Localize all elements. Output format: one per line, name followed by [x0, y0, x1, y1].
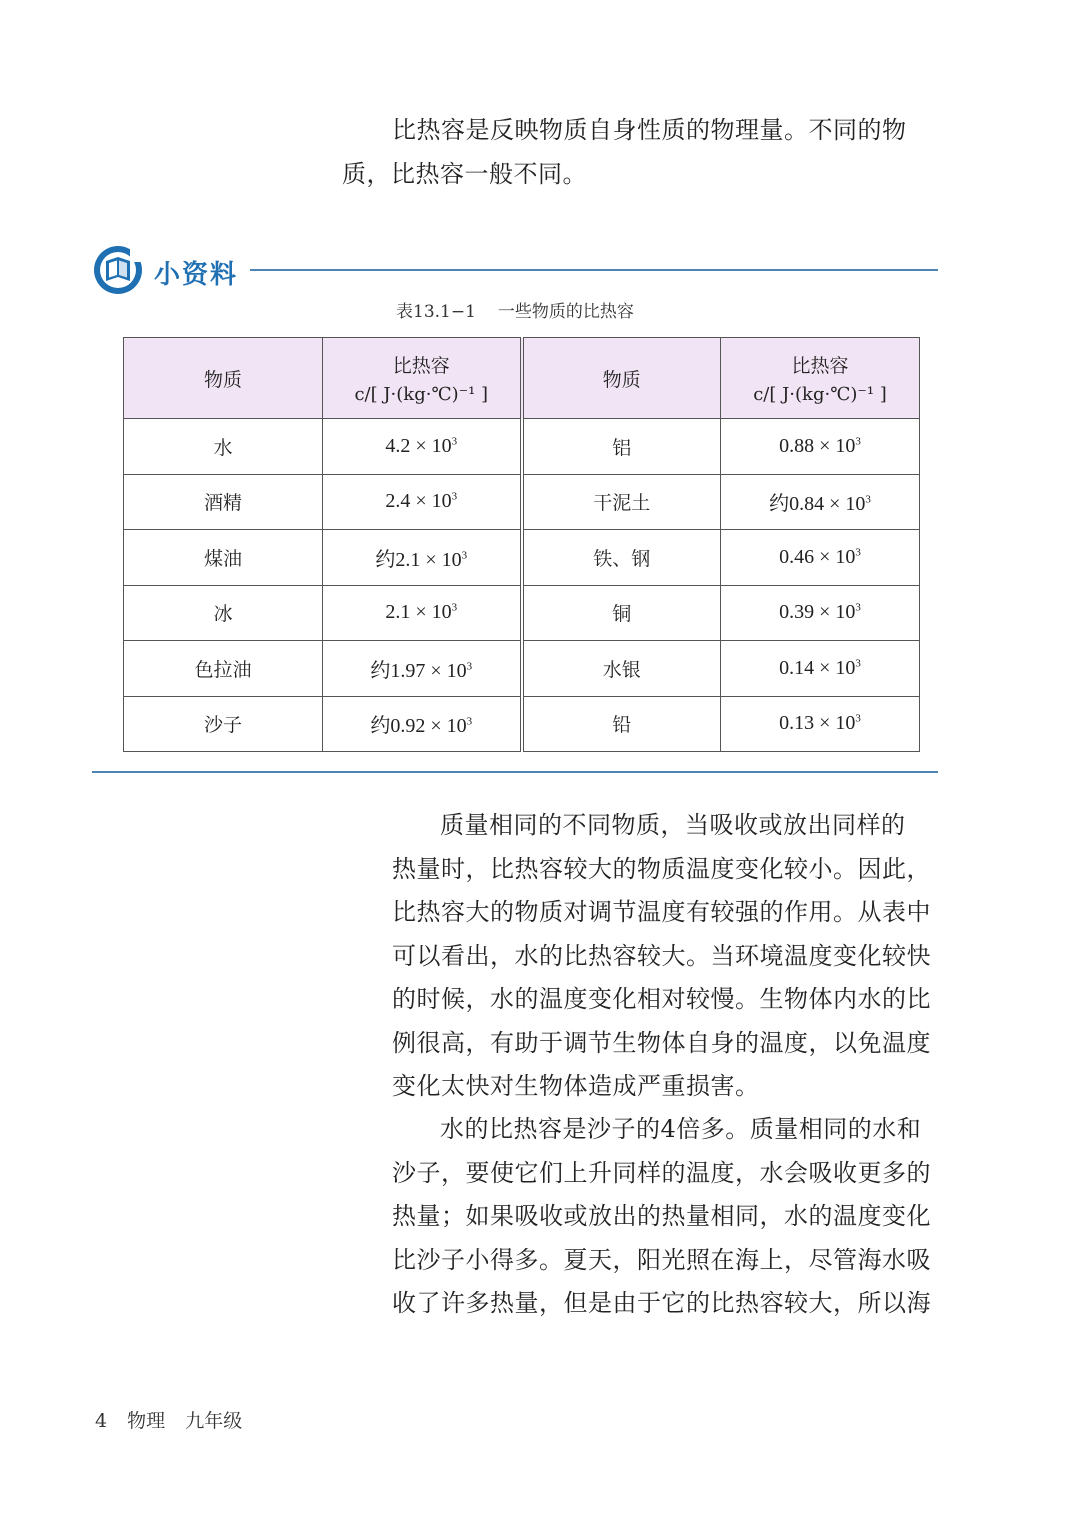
- capacity-cell-text: 0.13 × 10: [779, 712, 856, 735]
- substance-cell: [124, 696, 323, 752]
- table-caption-number: 表13.1−1: [396, 302, 476, 322]
- exponent: 3: [451, 490, 458, 503]
- header-capacity: [323, 338, 522, 419]
- capacity-cell-text: 约2.1 × 10: [375, 548, 462, 571]
- capacity-cell-text: 0.46 × 10: [779, 545, 856, 568]
- substance-cell: [522, 696, 721, 752]
- capacity-cell-text: 0.88 × 10: [779, 434, 856, 457]
- substance-cell: [124, 585, 323, 641]
- substance-cell: [124, 474, 323, 530]
- substance-cell: [124, 419, 323, 475]
- capacity-cell-text: 约1.97 × 10: [370, 659, 467, 682]
- body-line: 比沙子小得多。夏天，阳光照在海上，尽管海水吸: [392, 1245, 931, 1274]
- capacity-cell: [323, 641, 522, 697]
- capacity-cell-text: 2.4 × 10: [385, 490, 452, 513]
- page-number: 4: [95, 1410, 108, 1432]
- footer-grade: 九年级: [185, 1410, 243, 1432]
- body-line: 水的比热容是沙子的4倍多。质量相同的水和: [440, 1115, 922, 1143]
- substance-cell-text: 铁、钢: [593, 547, 651, 570]
- specific-heat-table: [123, 337, 920, 752]
- exponent: 3: [461, 549, 468, 562]
- table-row: [124, 696, 920, 752]
- substance-cell: [124, 641, 323, 697]
- table-row: [124, 474, 920, 530]
- divider: [250, 269, 938, 271]
- substance-cell-text: 色拉油: [194, 658, 252, 681]
- body-line: 的时候，水的温度变化相对较慢。生物体内水的比: [392, 985, 931, 1013]
- capacity-cell: [323, 585, 522, 641]
- body-line: 比热容大的物质对调节温度有较强的作用。从表中: [392, 898, 931, 926]
- body-line: 可以看出，水的比热容较大。当环境温度变化较快: [392, 941, 931, 970]
- table-body: [124, 419, 920, 752]
- substance-cell-text: 铅: [612, 714, 632, 737]
- table-row: [124, 641, 920, 697]
- exponent: 3: [855, 657, 861, 670]
- exponent: 3: [855, 712, 861, 725]
- intro-paragraph: [342, 109, 942, 196]
- header-substance: 物质: [522, 338, 721, 419]
- capacity-cell: [721, 585, 920, 641]
- capacity-cell-text: 约0.84 × 10: [769, 493, 866, 516]
- exponent: 3: [855, 601, 861, 614]
- capacity-cell: [323, 474, 522, 530]
- substance-cell-text: 水银: [602, 658, 641, 681]
- page-footer: [95, 1406, 256, 1433]
- capacity-cell: [721, 530, 920, 586]
- table-caption-title: 一些物质的比热容: [497, 302, 634, 322]
- substance-cell: [124, 530, 323, 586]
- substance-cell-text: 沙子: [203, 714, 242, 737]
- capacity-cell: [721, 641, 920, 697]
- table-row: [124, 530, 920, 586]
- substance-cell-text: 铜: [612, 603, 632, 626]
- exponent: 3: [466, 715, 473, 728]
- capacity-cell: [721, 474, 920, 530]
- body-line: 质量相同的不同物质，当吸收或放出同样的: [440, 811, 906, 839]
- book-icon: [92, 244, 144, 296]
- substance-cell: [522, 530, 721, 586]
- table-row: [124, 585, 920, 641]
- divider: [92, 771, 938, 773]
- body-line: 热量；如果吸收或放出的热量相同，水的温度变化: [392, 1202, 931, 1230]
- capacity-cell-text: 2.1 × 10: [385, 601, 452, 624]
- body-line: 收了许多热量，但是由于它的比热容较大，所以海: [392, 1289, 931, 1317]
- header-capacity-unit: c/[ J·(kg·℃)⁻¹ ]: [354, 384, 489, 405]
- substance-cell-text: 铝: [612, 436, 632, 459]
- footer-subject: 物理: [127, 1410, 166, 1432]
- capacity-cell: [323, 530, 522, 586]
- header-capacity-label: 比热容: [392, 355, 450, 377]
- body-line: 热量时，比热容较大的物质温度变化较小。因此，: [392, 854, 931, 883]
- capacity-cell-text: 4.2 × 10: [385, 434, 452, 457]
- table-caption: [396, 297, 634, 322]
- body-line: 变化太快对生物体造成严重损害。: [392, 1072, 760, 1100]
- substance-cell: [522, 474, 721, 530]
- capacity-cell: [323, 696, 522, 752]
- info-box-title: 小资料: [154, 260, 239, 290]
- table-header-row: [124, 338, 920, 419]
- substance-cell: [522, 641, 721, 697]
- capacity-cell-text: 约0.92 × 10: [370, 715, 467, 738]
- body-paragraph: [392, 804, 940, 1109]
- substance-cell-text: 煤油: [203, 547, 242, 570]
- table-row: [124, 419, 920, 475]
- info-box-header: [92, 244, 938, 300]
- capacity-cell: [323, 419, 522, 475]
- body-line: 沙子，要使它们上升同样的温度，水会吸收更多的: [392, 1158, 931, 1187]
- intro-line: 比热容是反映物质自身性质的物理量。不同的物: [392, 116, 907, 144]
- body-paragraph: [392, 1108, 940, 1326]
- header-capacity-unit: c/[ J·(kg·℃)⁻¹ ]: [753, 384, 887, 405]
- exponent: 3: [451, 601, 458, 614]
- exponent: 3: [451, 435, 458, 448]
- capacity-cell-text: 0.14 × 10: [779, 656, 856, 679]
- exponent: 3: [865, 493, 871, 506]
- header-substance: 物质: [124, 338, 323, 419]
- substance-cell: [522, 419, 721, 475]
- capacity-cell-text: 0.39 × 10: [779, 601, 856, 624]
- substance-cell-text: 酒精: [203, 492, 242, 515]
- body-line: 例很高，有助于调节生物体自身的温度，以免温度: [392, 1028, 931, 1057]
- substance-cell-text: 干泥土: [593, 492, 651, 515]
- capacity-cell: [721, 696, 920, 752]
- substance-cell-text: 冰: [213, 603, 233, 626]
- substance-cell-text: 水: [213, 436, 233, 459]
- exponent: 3: [855, 546, 861, 559]
- intro-line: 质，比热容一般不同。: [342, 159, 587, 188]
- exponent: 3: [855, 435, 861, 448]
- capacity-cell: [721, 419, 920, 475]
- header-capacity-label: 比热容: [791, 355, 849, 377]
- exponent: 3: [466, 660, 473, 673]
- header-capacity: [721, 338, 920, 419]
- substance-cell: [522, 585, 721, 641]
